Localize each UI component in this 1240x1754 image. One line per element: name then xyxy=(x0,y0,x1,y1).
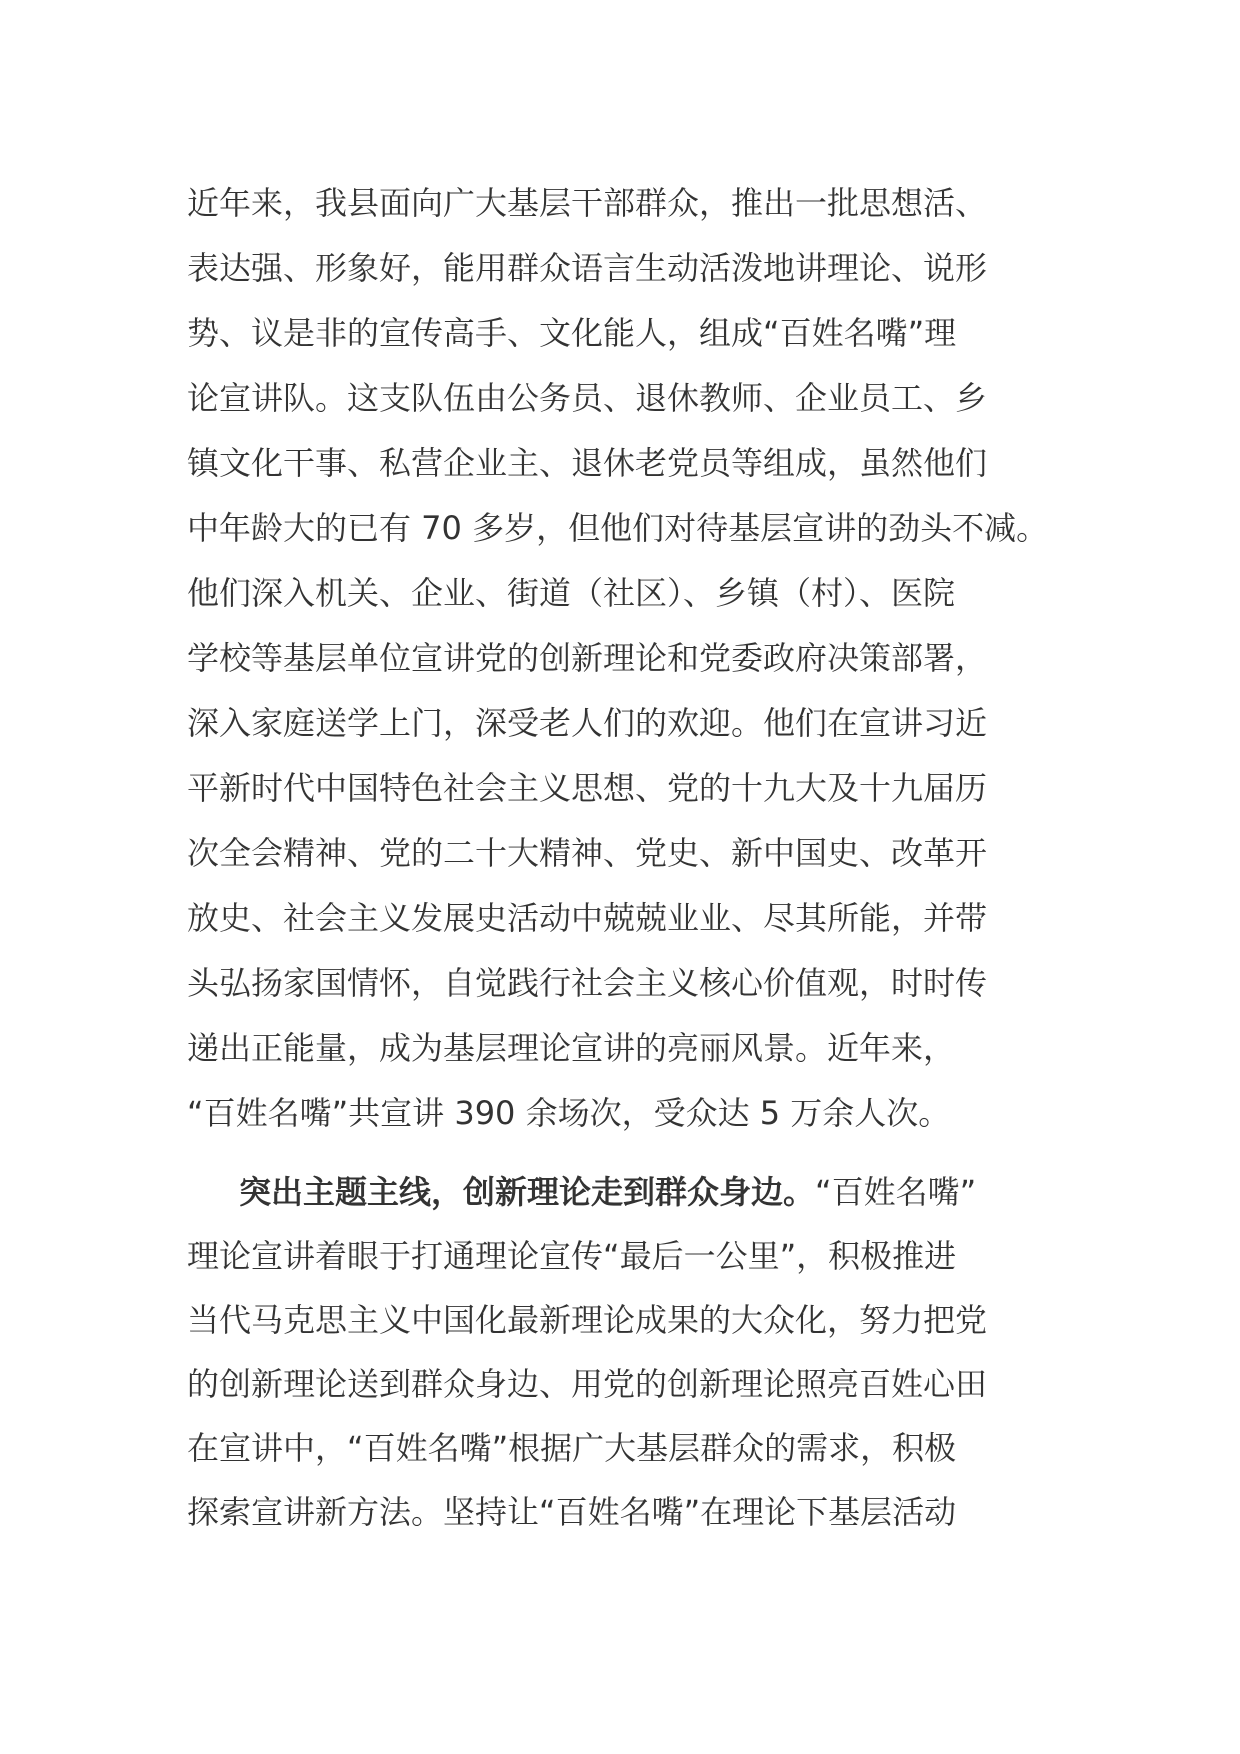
paragraph-2-line: 理论宣讲着眼于打通理论宣传“最后一公里”，积极推进 xyxy=(187,1237,957,1275)
paragraph-2-line: 在宣讲中，“百姓名嘴”根据广大基层群众的需求，积极 xyxy=(187,1429,957,1467)
paragraph-1-line: 他们深入机关、企业、街道（社区）、乡镇（村）、医院 xyxy=(187,574,956,612)
paragraph-1-line: 近年来，我县面向广大基层干部群众，推出一批思想活、 xyxy=(187,184,988,222)
paragraph-1-line: 势、议是非的宣传高手、文化能人，组成“百姓名嘴”理 xyxy=(187,314,957,352)
paragraph-2-line: 的创新理论送到群众身边、用党的创新理论照亮百姓心田 xyxy=(187,1365,988,1403)
paragraph-1-line: 学校等基层单位宣讲党的创新理论和党委政府决策部署， xyxy=(187,639,988,677)
paragraph-1-line: 中年龄大的已有 70 多岁，但他们对待基层宣讲的劲头不减。 xyxy=(187,509,1049,547)
paragraph-1-line: 次全会精神、党的二十大精神、党史、新中国史、改革开 xyxy=(187,834,988,872)
paragraph-2 xyxy=(187,1160,1067,1544)
paragraph-2-line: 探索宣讲新方法。坚持让“百姓名嘴”在理论下基层活动 xyxy=(187,1493,957,1531)
paragraph-1-line: 论宣讲队。这支队伍由公务员、退休教师、企业员工、乡 xyxy=(187,379,988,417)
paragraph-1-line: 递出正能量，成为基层理论宣讲的亮丽风景。近年来， xyxy=(187,1029,956,1067)
paragraph-2-line: 当代马克思主义中国化最新理论成果的大众化，努力把党 xyxy=(187,1301,988,1339)
paragraph-1-line: 深入家庭送学上门，深受老人们的欢迎。他们在宣讲习近 xyxy=(187,704,988,742)
paragraph-2-heading: 突出主题主线，创新理论走到群众身边。 xyxy=(239,1173,816,1211)
paragraph-1-line: 平新时代中国特色社会主义思想、党的十九大及十九届历 xyxy=(187,769,988,807)
paragraph-1-line: 头弘扬家国情怀，自觉践行社会主义核心价值观，时时传 xyxy=(187,964,988,1002)
paragraph-2-first-line-rest: “百姓名嘴” xyxy=(815,1173,977,1211)
paragraph-1 xyxy=(187,171,1067,1146)
paragraph-1-line: “百姓名嘴”共宣讲 390 余场次，受众达 5 万余人次。 xyxy=(187,1094,951,1132)
paragraph-2-first-line xyxy=(187,1160,1067,1224)
paragraph-1-line: 表达强、形象好，能用群众语言生动活泼地讲理论、说形 xyxy=(187,249,988,287)
paragraph-1-line: 放史、社会主义发展史活动中兢兢业业、尽其所能，并带 xyxy=(187,899,988,937)
paragraph-1-line: 镇文化干事、私营企业主、退休老党员等组成，虽然他们 xyxy=(187,444,988,482)
